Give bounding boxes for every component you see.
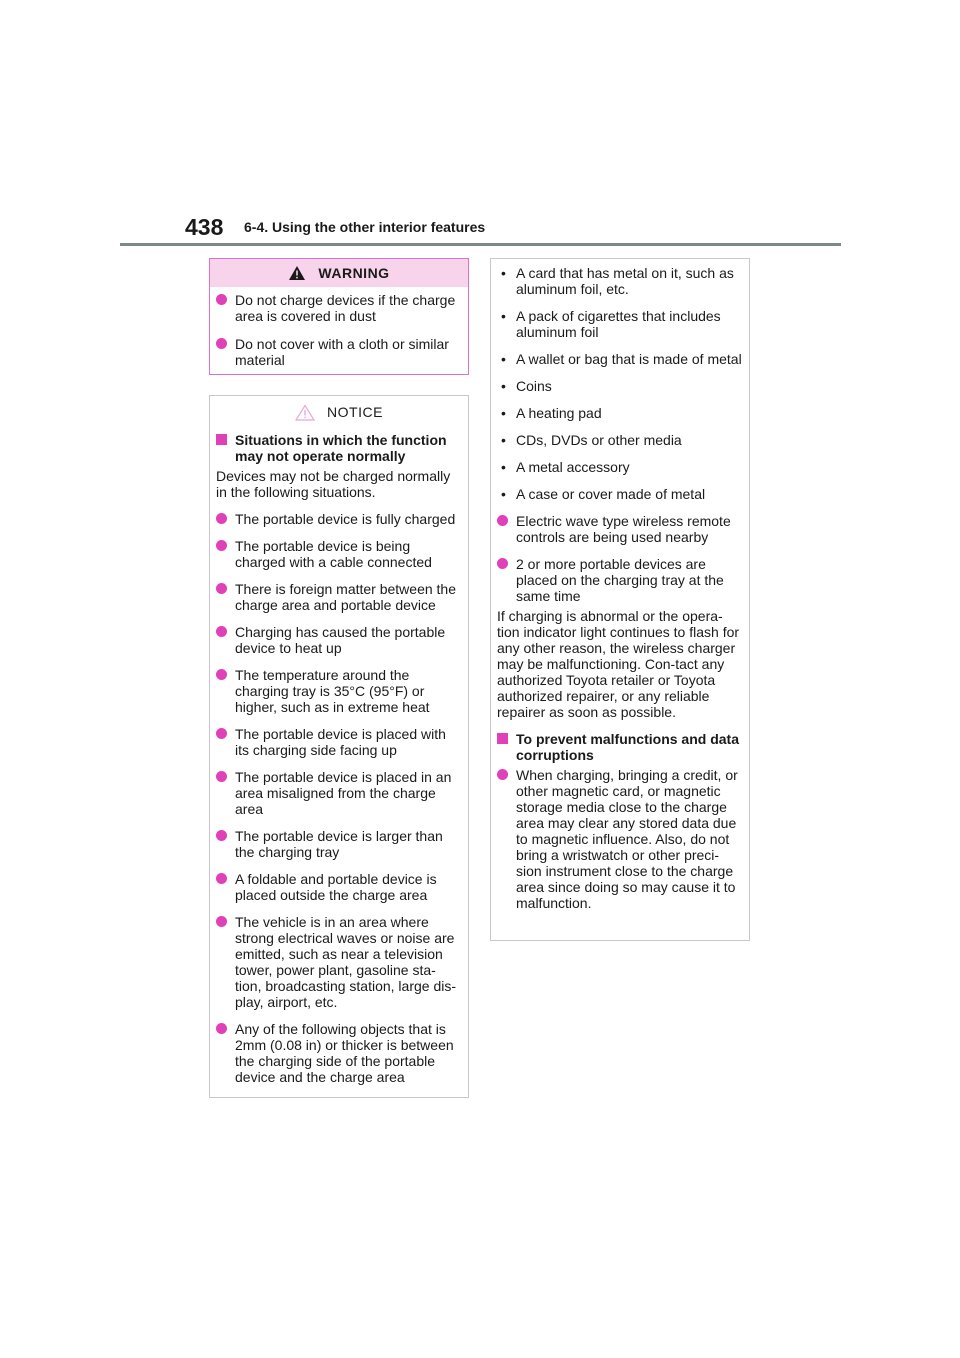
bullet-icon xyxy=(497,515,508,526)
dot-bullet-icon: • xyxy=(501,265,506,281)
list-item: • A wallet or bag that is made of metal xyxy=(501,351,742,367)
list-item: The portable device is fully charged xyxy=(216,511,462,527)
list-item: Electric wave type wireless remote controls are being used nearby xyxy=(497,513,743,545)
list-item: The portable device is being charged with a cable connected xyxy=(216,538,462,570)
list-item: Do not cover with a cloth or similar material xyxy=(216,336,462,368)
list-item: When charging, bringing a credit, or other magnetic card, or magnetic storage media close to the charge area may clear any stored data due to magnetic influence. Also, do not bring a wristwatch or other preci-sion instrument close to the charge area since doing so may cause it to malfunction. xyxy=(497,767,743,911)
notice-header xyxy=(210,398,468,426)
list-item: • CDs, DVDs or other media xyxy=(501,432,682,448)
list-item: • Coins xyxy=(501,378,552,394)
subheading: To prevent malfunctions and data corruptions xyxy=(497,731,743,763)
dot-bullet-icon: • xyxy=(501,308,506,324)
caution-triangle-outline-icon xyxy=(295,404,315,421)
notice-box xyxy=(209,395,469,1098)
list-item: Any of the following objects that is 2mm (0.08 in) or thicker is between the charging side of the portable device and the charge area xyxy=(216,1021,462,1085)
dot-bullet-icon: • xyxy=(501,486,506,502)
bullet-icon xyxy=(216,1023,227,1034)
list-item: The portable device is larger than the charging tray xyxy=(216,828,462,860)
list-item: There is foreign matter between the charge area and portable device xyxy=(216,581,462,613)
page-number: 438 xyxy=(185,214,224,240)
bullet-icon xyxy=(216,626,227,637)
list-item: • A heating pad xyxy=(501,405,602,421)
body-paragraph: If charging is abnormal or the opera-tion indicator light continues to flash for any other reason, the wireless charger may be malfunctioning. Con-tact any authorized Toyota retailer or Toyota authorized repairer, or any reliable repairer as soon as possible. xyxy=(497,608,740,720)
bullet-icon xyxy=(216,830,227,841)
dot-bullet-icon: • xyxy=(501,405,506,421)
dot-bullet-icon: • xyxy=(501,459,506,475)
list-item: The temperature around the charging tray is 35°C (95°F) or higher, such as in extreme heat xyxy=(216,667,462,715)
warning-box xyxy=(209,258,469,375)
intro-text: Devices may not be charged normally in the following situations. xyxy=(216,468,451,500)
list-item: • A pack of cigarettes that includes aluminum foil xyxy=(501,308,721,340)
list-item: The portable device is placed in an area misaligned from the charge area xyxy=(216,769,462,817)
dot-bullet-icon: • xyxy=(501,378,506,394)
bullet-icon xyxy=(216,540,227,551)
bullet-icon xyxy=(216,916,227,927)
warning-title: WARNING xyxy=(318,265,390,281)
bullet-icon xyxy=(216,583,227,594)
bullet-icon xyxy=(497,769,508,780)
list-item: The vehicle is in an area where strong electrical waves or noise are emitted, such as near a television tower, power plant, gasoline sta-tion, broadcasting station, large dis-play, airport, etc. xyxy=(216,914,462,1010)
notice-continued-box xyxy=(490,258,750,941)
list-item: Charging has caused the portable device to heat up xyxy=(216,624,462,656)
dot-bullet-icon: • xyxy=(501,351,506,367)
bullet-icon xyxy=(216,771,227,782)
dot-bullet-icon: • xyxy=(501,432,506,448)
warning-header xyxy=(210,259,468,287)
list-item: 2 or more portable devices are placed on the charging tray at the same time xyxy=(497,556,743,604)
list-item: Do not charge devices if the charge area is covered in dust xyxy=(216,292,462,324)
bullet-icon xyxy=(216,294,227,305)
list-item: • A case or cover made of metal xyxy=(501,486,706,502)
bullet-icon xyxy=(497,558,508,569)
bullet-icon xyxy=(216,728,227,739)
header-rule xyxy=(120,243,841,246)
bullet-icon xyxy=(216,338,227,349)
square-bullet-icon xyxy=(497,733,508,744)
square-bullet-icon xyxy=(216,434,227,445)
bullet-icon xyxy=(216,873,227,884)
bullet-icon xyxy=(216,513,227,524)
notice-title: NOTICE xyxy=(327,404,383,420)
section-title: 6-4. Using the other interior features xyxy=(244,219,486,235)
bullet-icon xyxy=(216,669,227,680)
warning-triangle-icon xyxy=(288,265,306,281)
list-item: • A metal accessory xyxy=(501,459,630,475)
subheading: Situations in which the function may not operate normally xyxy=(216,432,462,464)
list-item: • A card that has metal on it, such as aluminum foil, etc. xyxy=(501,265,734,297)
list-item: A foldable and portable device is placed outside the charge area xyxy=(216,871,462,903)
list-item: The portable device is placed with its charging side facing up xyxy=(216,726,462,758)
